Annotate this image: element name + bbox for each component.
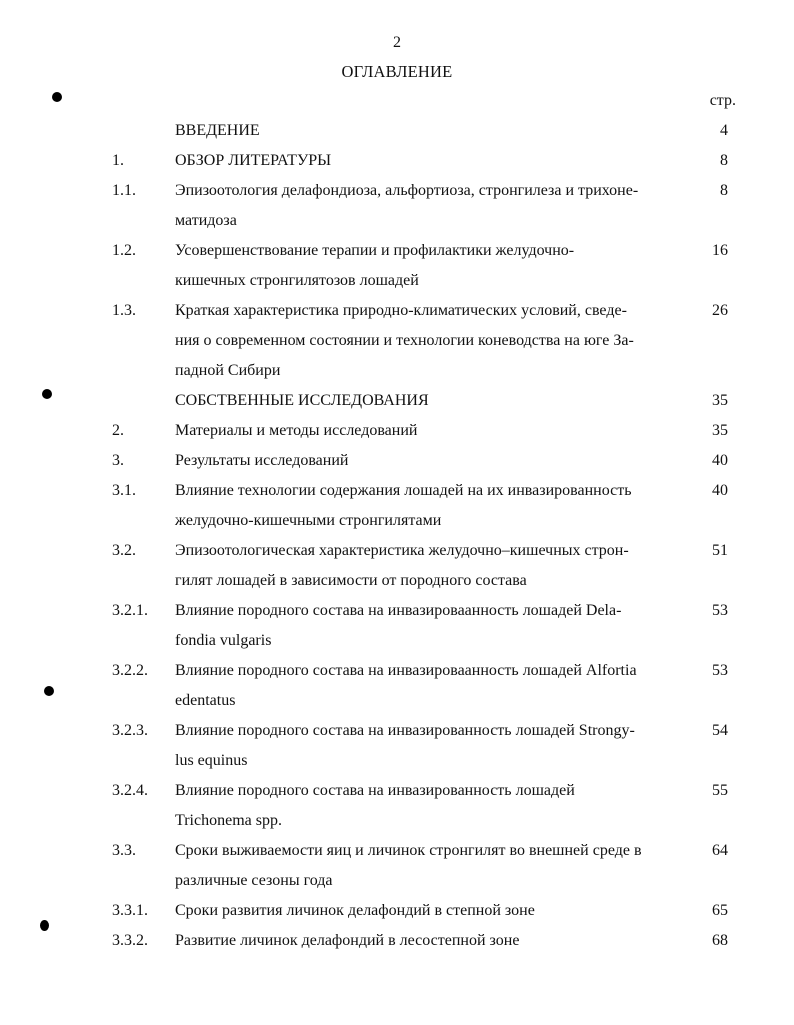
toc-entry xyxy=(0,926,794,956)
toc-entry-page: 53 xyxy=(712,602,728,619)
toc-entry-title-line: Trichonema spp. xyxy=(175,812,282,829)
toc-entry-page: 35 xyxy=(712,422,728,439)
toc-entry-number: 3.1. xyxy=(112,482,136,499)
toc-entry-title xyxy=(175,416,685,446)
toc-entry xyxy=(0,296,794,386)
toc-entry-title-line: Сроки развития личинок делафондий в степной зоне xyxy=(175,902,535,919)
toc-entry-number: 3. xyxy=(112,452,124,469)
toc-entry xyxy=(0,896,794,926)
toc-entry-page: 54 xyxy=(712,722,728,739)
toc-entry-title xyxy=(175,476,685,536)
toc-entry xyxy=(0,656,794,716)
toc-entry-page: 8 xyxy=(720,152,728,169)
toc-entry-title-line: Эпизоотология делафондиоза, альфортиоза, стронгилеза и трихоне- xyxy=(175,182,639,199)
toc-entry-number: 3.2. xyxy=(112,542,136,559)
toc-entry-title-line: желудочно-кишечными стронгилятами xyxy=(175,512,442,529)
toc-entry-page: 51 xyxy=(712,542,728,559)
toc-entry-title-line: Влияние породного состава на инвазироваанность лошадей Dela- xyxy=(175,602,622,619)
toc-entry-title xyxy=(175,896,685,926)
toc-entry-title-line: Влияние породного состава на инвазированность лошадей Strongy- xyxy=(175,722,635,739)
toc-entry xyxy=(0,716,794,776)
toc-entry-number: 3.2.3. xyxy=(112,722,148,739)
toc-entry-page: 16 xyxy=(712,242,728,259)
table-of-contents xyxy=(0,116,794,956)
toc-entry-number: 1. xyxy=(112,152,124,169)
toc-entry-page: 40 xyxy=(712,482,728,499)
toc-entry-title-line: различные сезоны года xyxy=(175,872,333,889)
toc-entry-number: 1.1. xyxy=(112,182,136,199)
toc-entry-title xyxy=(175,716,685,776)
toc-entry-title xyxy=(175,596,685,656)
toc-entry-title-line: ВВЕДЕНИЕ xyxy=(175,122,260,139)
toc-entry xyxy=(0,776,794,836)
toc-entry-title-line: lus equinus xyxy=(175,752,248,769)
toc-entry-page: 64 xyxy=(712,842,728,859)
toc-entry-title-line: СОБСТВЕННЫЕ ИССЛЕДОВАНИЯ xyxy=(175,392,429,409)
toc-entry-title xyxy=(175,386,685,416)
binding-hole-mark xyxy=(52,92,62,102)
toc-entry-title xyxy=(175,536,685,596)
toc-entry-title-line: ОБЗОР ЛИТЕРАТУРЫ xyxy=(175,152,332,169)
toc-entry-title-line: fondia vulgaris xyxy=(175,632,272,649)
toc-entry-number: 3.2.1. xyxy=(112,602,148,619)
toc-entry-number: 2. xyxy=(112,422,124,439)
toc-entry-title-line: падной Сибири xyxy=(175,362,281,379)
toc-entry-page: 53 xyxy=(712,662,728,679)
toc-entry-title xyxy=(175,146,685,176)
toc-entry-title-line: Влияние породного состава на инвазированность лошадей xyxy=(175,782,575,799)
toc-entry-title-line: матидоза xyxy=(175,212,237,229)
toc-entry xyxy=(0,386,794,416)
toc-entry-number: 3.2.2. xyxy=(112,662,148,679)
toc-entry-title xyxy=(175,296,685,386)
toc-entry xyxy=(0,416,794,446)
toc-entry-title xyxy=(175,116,685,146)
toc-entry-title-line: Усовершенствование терапии и профилактики желудочно- xyxy=(175,242,575,259)
toc-entry-page: 55 xyxy=(712,782,728,799)
toc-entry-title xyxy=(175,926,685,956)
toc-entry-title xyxy=(175,656,685,716)
toc-entry-title xyxy=(175,446,685,476)
toc-entry xyxy=(0,176,794,236)
page-title: ОГЛАВЛЕНИЕ xyxy=(341,62,453,81)
page-column-label: стр. xyxy=(709,92,736,109)
toc-entry-page: 4 xyxy=(720,122,728,139)
toc-entry xyxy=(0,596,794,656)
toc-entry-number: 3.3.2. xyxy=(112,932,148,949)
toc-entry-number: 1.2. xyxy=(112,242,136,259)
toc-entry-title-line: edentatus xyxy=(175,692,236,709)
toc-entry-title-line: кишечных стронгилятозов лошадей xyxy=(175,272,419,289)
toc-entry-title-line: Влияние технологии содержания лошадей на их инвазированность xyxy=(175,482,632,499)
toc-entry-title xyxy=(175,836,685,896)
toc-entry xyxy=(0,146,794,176)
toc-entry-title-line: Материалы и методы исследований xyxy=(175,422,418,439)
toc-entry-title-line: Краткая характеристика природно-климатических условий, сведе- xyxy=(175,302,627,319)
toc-entry-title-line: ния о современном состоянии и технологии коневодства на юге За- xyxy=(175,332,634,349)
toc-entry-number: 1.3. xyxy=(112,302,136,319)
toc-entry-title-line: Влияние породного состава на инвазироваанность лошадей Alfortia xyxy=(175,662,637,679)
toc-entry xyxy=(0,116,794,146)
toc-entry-title-line: гилят лошадей в зависимости от породного состава xyxy=(175,572,527,589)
page-number: 2 xyxy=(393,34,401,51)
toc-entry-title-line: Развитие личинок делафондий в лесостепной зоне xyxy=(175,932,520,949)
toc-entry-page: 26 xyxy=(712,302,728,319)
toc-entry-page: 40 xyxy=(712,452,728,469)
toc-entry-title-line: Эпизоотологическая характеристика желудочно–кишечных строн- xyxy=(175,542,629,559)
toc-entry xyxy=(0,236,794,296)
toc-entry-page: 8 xyxy=(720,182,728,199)
toc-entry-page: 35 xyxy=(712,392,728,409)
toc-entry xyxy=(0,836,794,896)
toc-entry-number: 3.3. xyxy=(112,842,136,859)
toc-entry-title xyxy=(175,176,685,236)
toc-entry xyxy=(0,446,794,476)
toc-entry-title xyxy=(175,776,685,836)
toc-entry-title-line: Сроки выживаемости яиц и личинок стронгилят во внешней среде в xyxy=(175,842,642,859)
toc-entry-number: 3.2.4. xyxy=(112,782,148,799)
toc-entry-number: 3.3.1. xyxy=(112,902,148,919)
toc-entry-page: 65 xyxy=(712,902,728,919)
toc-entry xyxy=(0,536,794,596)
toc-entry-title-line: Результаты исследований xyxy=(175,452,349,469)
toc-entry xyxy=(0,476,794,536)
toc-entry-title xyxy=(175,236,685,296)
toc-entry-page: 68 xyxy=(712,932,728,949)
